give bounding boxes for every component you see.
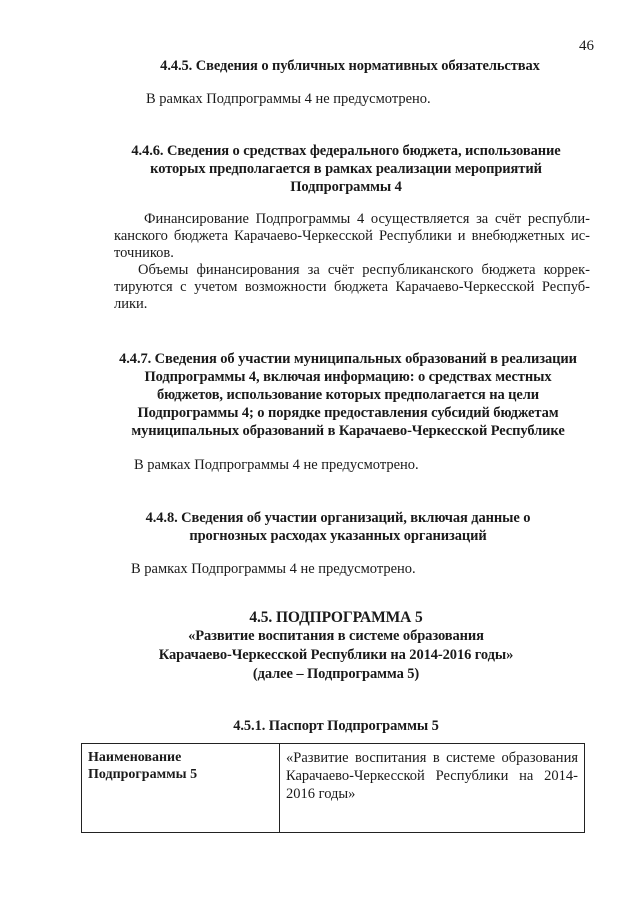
section-4-4-5-text: В рамках Подпрограммы 4 не предусмотрено. — [146, 91, 431, 107]
paragraph-line: Финансирование Подпрограммы 4 осуществляется за счёт республи- — [144, 211, 590, 227]
page-number: 46 — [579, 38, 594, 54]
table-cell-value — [286, 749, 578, 803]
section-4-4-5-heading: 4.4.5. Сведения о публичных нормативных обязательствах — [160, 58, 540, 74]
section-4-4-7-heading — [98, 350, 598, 440]
passport-table — [81, 743, 585, 833]
heading-line: 4.5. ПОДПРОГРАММА 5 — [249, 609, 423, 626]
section-4-4-8-heading — [88, 509, 588, 545]
heading-line: «Развитие воспитания в системе образования — [188, 628, 484, 644]
table-cell-label — [88, 749, 274, 783]
heading-line: 4.4.8. Сведения об участии организаций, включая данные о — [145, 510, 531, 526]
section-4-5-heading — [86, 608, 586, 684]
section-4-4-6-paragraph-1 — [114, 211, 590, 262]
cell-line: Подпрограммы 5 — [88, 767, 198, 782]
cell-line: Наименование — [88, 750, 182, 765]
heading-line: которых предполагается в рамках реализации мероприятий — [150, 161, 542, 177]
paragraph-line: тируются с учетом возможности бюджета Карачаево-Черкесской Респуб- — [114, 279, 590, 295]
section-4-4-7-text: В рамках Подпрограммы 4 не предусмотрено. — [134, 457, 419, 473]
heading-line: бюджетов, использование которых предполагается на цели — [156, 387, 540, 403]
heading-line: 4.4.6. Сведения о средствах федерального бюджета, использование — [131, 143, 561, 159]
section-4-4-6-paragraph-2 — [114, 262, 590, 313]
heading-line: муниципальных образований в Карачаево-Черкесской Республике — [131, 423, 565, 439]
section-4-5-1-heading: 4.5.1. Паспорт Подпрограммы 5 — [233, 718, 439, 734]
heading-line: Подпрограммы 4 — [290, 179, 402, 195]
heading-line: Подпрограммы 4; о порядке предоставления субсидий бюджетам — [137, 405, 559, 421]
heading-line: 4.4.7. Сведения об участии муниципальных образований в реализации — [119, 351, 577, 367]
heading-line: Подпрограммы 4, включая информацию: о средствах местных — [144, 369, 552, 385]
paragraph-line: Объемы финансирования за счёт республиканского бюджета коррек- — [138, 262, 590, 278]
heading-line: Карачаево-Черкесской Республики на 2014-2016 годы» — [158, 647, 514, 663]
section-4-4-6-heading — [96, 142, 596, 196]
section-4-4-8-text: В рамках Подпрограммы 4 не предусмотрено. — [131, 561, 416, 577]
cell-line: 2016 годы» — [286, 786, 356, 802]
cell-line: Карачаево-Черкесской Республики на 2014- — [286, 768, 578, 784]
paragraph-line: канского бюджета Карачаево-Черкесской Республики и внебюджетных ис- — [114, 228, 590, 244]
heading-line: (далее – Подпрограмма 5) — [252, 666, 420, 682]
heading-line: прогнозных расходах указанных организаций — [189, 528, 487, 544]
cell-line: «Развитие воспитания в системе образования — [286, 750, 578, 766]
table-column-divider — [279, 744, 280, 832]
paragraph-line: точников. — [114, 245, 174, 261]
paragraph-line: лики. — [114, 296, 148, 312]
